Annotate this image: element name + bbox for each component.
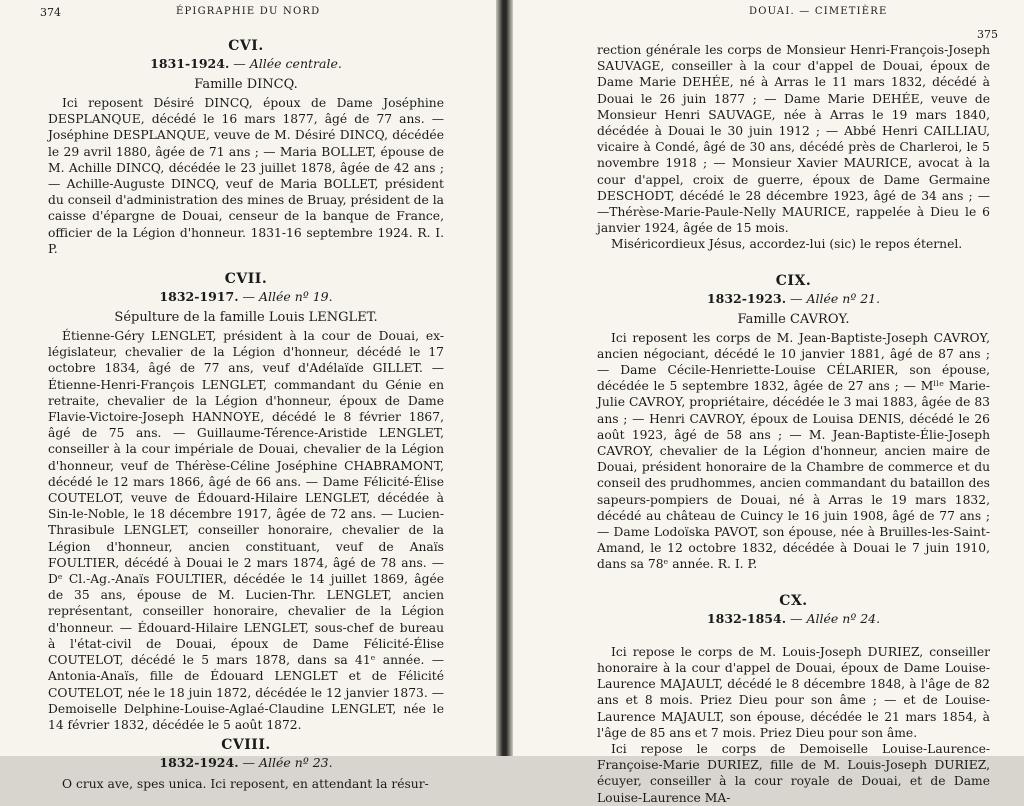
epitaph-text: Ici repose le corps de M. Louis-Joseph DURIEZ, conseiller honoraire à la cour d'appel de Douai, époux de Dame Louise-Laurence MAJAULT, décédé le 8 décembre 1848, à l'âge de 82 ans et 8 mois. Priez Dieu pour son âme ; — et de Louise-Laurence MAJAULT, son épouse, décédée le 21 mars 1854, à l'âge de 85 ans et 7 mois. Priez Dieu pour son âme. <box>597 644 990 740</box>
page-number: 375 <box>977 28 998 41</box>
section-dates <box>597 291 990 306</box>
epitaph-text: Ici repose le corps de Demoiselle Louise-Laurence-Françoise-Marie DURIEZ, fille de M. Louis-Joseph DURIEZ, écuyer, conseiller à la cour royale de Douai, et de Dame Louise-Laurence MA- <box>597 741 990 805</box>
running-head: ÉPIGRAPHIE DU NORD <box>176 6 321 17</box>
dates: 1832-1924. <box>159 755 239 771</box>
section-dates <box>48 56 444 71</box>
dates: 1832-1917. <box>159 289 239 305</box>
family-heading: Famille DINCQ. <box>194 77 298 92</box>
right-page <box>513 0 1024 805</box>
section-dates <box>48 755 444 770</box>
left-content <box>0 36 496 792</box>
left-page <box>0 0 496 792</box>
section-dates <box>597 611 990 626</box>
epitaph-text: Ici reposent Désiré DINCQ, époux de Dame Joséphine DESPLANQUE, décédé le 16 mars 1877, âgé de 77 ans. — Joséphine DESPLANQUE, veuve de M. Désiré DINCQ, décédée le 29 avril 1880, âgée de 71 ans ; — Maria BOLLET, épouse de M. Achille DINCQ, décédée le 23 juillet 1878, âgée de 42 ans ; — Achille-Auguste DINCQ, veuf de Maria BOLLET, président du conseil d'administration des mines de Bruay, président de la caisse d'épargne de Douai, censeur de la banque de France, officier de la Légion d'honneur. 1831-16 septembre 1924. R. I. P. <box>48 96 444 256</box>
book-gutter <box>496 0 513 756</box>
family-heading: Sépulture de la famille Louis LENGLET. <box>114 310 378 326</box>
family-heading: Famille CAVROY. <box>737 311 850 327</box>
allee: — Allée nº 24. <box>790 610 881 626</box>
allee: — Allée centrale. <box>233 56 342 71</box>
right-content <box>513 42 1024 806</box>
allee: — Allée nº 19. <box>242 289 333 305</box>
allee: — Allée nº 21. <box>790 290 881 306</box>
dates: 1832-1923. <box>706 290 787 306</box>
section-number: CX. <box>779 592 808 609</box>
epitaph-text: rection générale les corps de Monsieur Henri-François-Joseph SAUVAGE, conseiller à la cour d'appel de Douai, époux de Dame Marie DEHÉE, né à Arras le 11 mars 1832, décédé à Douai le 26 juin 1877 ; — Dame Marie DEHÉE, veuve de Monsieur Henri SAUVAGE, née à Arras le 19 mars 1840, décédée à Douai le 30 juin 1912 ; — Abbé Henri CAILLIAU, vicaire à Condé, âgé de 30 ans, décédé près de Charleroi, le 5 novembre 1918 ; — Monsieur Xavier MAURICE, avocat à la cour d'appel, croix de guerre, époux de Dame Germaine DESCHODT, décédé le 28 décembre 1923, âgé de 34 ans ; — —Thérèse-Marie-Paule-Nelly MAURICE, rappelée à Dieu le 6 janvier 1924, âgée de 15 mois. <box>597 43 990 236</box>
allee: — Allée nº 23. <box>242 755 333 771</box>
prayer-text: Miséricordieux Jésus, accordez-lui (sic) le repos éternel. <box>611 237 963 252</box>
section-number: CIX. <box>775 272 812 289</box>
section-number: CVI. <box>228 38 264 54</box>
running-head: DOUAI. — CIMETIÈRE <box>749 6 888 17</box>
section-dates <box>48 289 444 304</box>
section-number: CVII. <box>224 271 268 288</box>
epitaph-text: Étienne-Géry LENGLET, président à la cour de Douai, ex-législateur, chevalier de la Légion d'honneur, décédé le 17 octobre 1834, âgé de 77 ans, veuf d'Adélaïde GILLET. — Étienne-Henri-François LENGLET, commandant du Génie en retraite, chevalier de la Légion d'honneur, époux de Dame Flavie-Victoire-Joseph HANNOYE, décédé le 8 février 1867, âgé de 75 ans. — Guillaume-Térence-Aristide LENGLET, conseiller à la cour impériale de Douai, chevalier de la Légion d'honneur, veuf de Thérèse-Céline Joséphine CHABRAMONT, décédé le 12 mars 1866, âgé de 66 ans. — Dame Félicité-Élise COUTELOT, veuve de Édouard-Hilaire LENGLET, décédée à Sin-le-Noble, le 18 décembre 1917, âgée de 72 ans. — Lucien-Thrasibule LENGLET, conseiller honoraire, chevalier de la Légion d'honneur, ancien constituant, veuf de Anaïs FOULTIER, décédé à Douai le 2 mars 1874, âgé de 78 ans. — Dᵉ Cl.-Ag.-Anaïs FOULTIER, décédée le 14 juillet 1869, âgée de 35 ans, épouse de M. Lucien-Thr. LENGLET, ancien représentant, conseiller honoraire, chevalier de la Légion d'honneur. — Édouard-Hilaire LENGLET, sous-chef de bureau à l'état-civil de Douai, époux de Dame Félicité-Élise COUTELOT, décédé le 5 mars 1878, dans sa 41ᵉ année. — Antonia-Anaïs, fille de Édouard LENGLET et de Félicité COUTELOT, née le 18 juin 1872, décédée le 12 janvier 1873. — Demoiselle Delphine-Louise-Aglaé-Claudine LENGLET, née le 14 février 1832, décédée le 5 août 1872. <box>48 329 444 732</box>
dates: 1831-1924. <box>150 56 230 71</box>
epitaph-text: O crux ave, spes unica. Ici reposent, en attendant la résur- <box>62 777 429 792</box>
dates: 1832-1854. <box>706 610 787 626</box>
epitaph-text: Ici reposent les corps de M. Jean-Baptiste-Joseph CAVROY, ancien négociant, décédé le 10 janvier 1881, âgé de 87 ans ; — Dame Cécile-Henriette-Louise CÉLARIER, son épouse, décédée le 5 septembre 1832, âgée de 27 ans ; — Mˡˡᵉ Marie-Julie CAVROY, propriétaire, décédée le 3 mai 1883, âgée de 83 ans ; — Henri CAVROY, époux de Louisa DENIS, décédé le 26 août 1923, âgé de 58 ans ; — M. Jean-Baptiste-Élie-Joseph CAVROY, chevalier de la Légion d'honneur, ancien maire de Douai, président honoraire de la Chambre de commerce et du conseil des prudhommes, ancien commandant du bataillon des sapeurs-pompiers de Douai, né à Arras le 19 mars 1832, décédé au château de Cuincy le 16 juin 1908, âgé de 77 ans ; — Dame Lodoïska PAVOT, son épouse, née à Bruilles-les-Saint-Amand, le 12 octobre 1832, décédée à Douai le 7 juin 1910, dans sa 78ᵉ année. R. I. P. <box>597 330 990 572</box>
section-number: CVIII. <box>221 737 271 754</box>
page-number: 374 <box>40 6 61 19</box>
